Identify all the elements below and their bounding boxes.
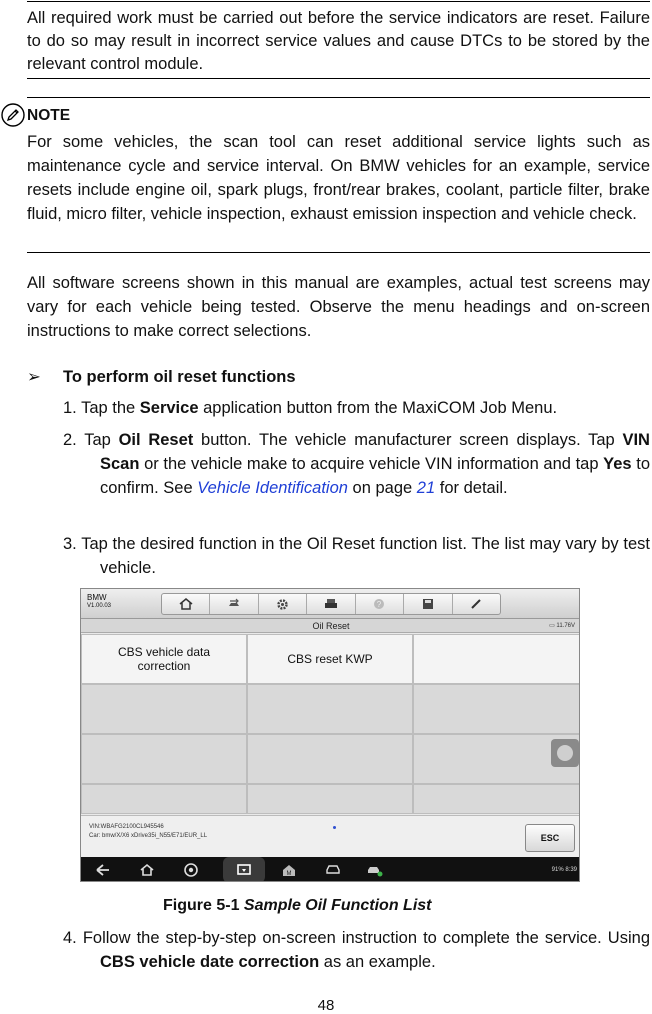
figure-title: Sample Oil Function List (243, 897, 432, 914)
figure-caption (163, 894, 432, 917)
empty-cell (81, 784, 247, 814)
android-nav-bar (81, 857, 580, 882)
note-label: NOTE (27, 107, 71, 124)
vin-scan-term: VIN Scan (100, 431, 650, 473)
chrome-icon[interactable] (183, 862, 199, 878)
save-icon (422, 598, 434, 610)
empty-cell (413, 784, 580, 814)
step-2-number: 2. (63, 431, 77, 449)
screen-title-bar (81, 619, 580, 633)
status-text: 91% 8:39 (551, 867, 577, 873)
toolbar-buttons (161, 593, 501, 615)
empty-cell (413, 634, 580, 684)
vehicle-info-bar (81, 815, 580, 857)
step-2 (63, 428, 650, 500)
step-1-number: 1. (63, 399, 77, 417)
step-1-text-pre: Tap the (81, 399, 136, 417)
intro-paragraph: All required work must be carried out before the service indicators are reset. Failure to do so may result in incorrect service values and cause DTCs to be stored by the relevant control module. (27, 9, 650, 73)
oil-reset-term: Oil Reset (118, 431, 194, 449)
pen-button[interactable] (453, 594, 500, 614)
software-version: V1.00.03 (87, 603, 112, 609)
empty-cell (247, 734, 413, 784)
page-number: 48 (317, 997, 335, 1014)
svg-text:M: M (286, 871, 292, 877)
note-top-rule (27, 97, 650, 98)
step-2-text-2: button. The vehicle manufacturer screen displays. Tap (201, 431, 615, 449)
save-button[interactable] (404, 594, 452, 614)
app-toolbar (81, 589, 580, 619)
car-line: Car: bmw/X/X6 xDrive35i_N55/E71/EUR_LL (89, 833, 208, 839)
car-icon[interactable] (325, 862, 341, 878)
settings-icon (276, 598, 289, 611)
step-4 (63, 926, 650, 974)
step-4-text-post: as an example. (323, 953, 436, 971)
top-rule (27, 1, 650, 2)
help-icon (373, 598, 385, 610)
settings-button[interactable] (259, 594, 307, 614)
cbs-vehicle-data-correction-button[interactable] (81, 634, 247, 684)
empty-cell (247, 784, 413, 814)
procedure-bullet: ➢ (27, 368, 41, 386)
back-icon[interactable] (95, 862, 111, 878)
voltage-value: 11.76V (556, 623, 575, 629)
system-status (552, 865, 577, 875)
battery-icon: ▭ (549, 623, 555, 629)
brand-name: BMW (87, 593, 107, 602)
vin-line: VIN:WBAFG2100CL945546 (89, 824, 164, 830)
home-icon[interactable] (139, 862, 155, 878)
step-2-text-5: on page (352, 479, 413, 497)
note-text: For some vehicles, the scan tool can reset additional service lights such as maintenance cycle and service interval. On BMW vehicles for an example, service resets include engine oil, spark plugs, front/rear brakes, coolant, particle filter, brake fluid, micro filter, vehicle inspection, exhaust emission inspection and vehicle check. (27, 133, 650, 223)
page-21-link[interactable]: 21 (416, 479, 436, 497)
step-4-number: 4. (63, 929, 77, 947)
page-indicator-dot (333, 826, 336, 829)
procedure-heading: To perform oil reset functions (63, 368, 296, 386)
print-icon (324, 598, 338, 610)
cbs-vehicle-date-correction-term: CBS vehicle date correction (100, 953, 320, 971)
intro-rule (27, 78, 650, 79)
vehicle-identification-link[interactable]: Vehicle Identification (197, 479, 348, 497)
empty-cell (247, 684, 413, 734)
empty-cell (81, 684, 247, 734)
vehicle-info (89, 823, 207, 841)
button-label: CBS reset KWP (287, 652, 373, 666)
vehicle-swap-button[interactable] (210, 594, 258, 614)
battery-voltage (549, 621, 575, 631)
step-4-text-pre: Follow the step-by-step on-screen instruction to complete the service. Using (82, 929, 650, 947)
svg-text:?: ? (377, 600, 382, 609)
vehicle-swap-icon (227, 598, 241, 610)
car-connect-icon[interactable] (367, 862, 383, 878)
disclaimer-paragraph: All software screens shown in this manual are examples, actual test screens may vary for each vehicle being tested. Observe the menu headings and on-screen instructions to make correct selections. (27, 274, 650, 340)
empty-cell (81, 734, 247, 784)
step-2-text-4: to confirm. See (100, 455, 651, 497)
home-button[interactable] (162, 594, 210, 614)
cast-icon[interactable] (236, 862, 252, 878)
pen-icon (470, 598, 482, 610)
step-3-number: 3. (63, 535, 77, 553)
step-2-text-3: or the vehicle make to acquire vehicle VIN information and tap (144, 455, 599, 473)
maxicom-icon[interactable] (281, 862, 297, 878)
home-icon (179, 598, 193, 610)
cbs-reset-kwp-button[interactable] (247, 634, 413, 684)
vehicle-brand (87, 593, 111, 611)
step-3-text: Tap the desired function in the Oil Reset function list. The list may vary by test vehicle. (81, 535, 650, 577)
step-2-text-1: Tap (84, 431, 111, 449)
screen-title: Oil Reset (312, 621, 350, 631)
oil-reset-screenshot (80, 588, 580, 882)
esc-button[interactable]: ESC (525, 824, 575, 852)
function-list (81, 634, 580, 814)
figure-label: Figure 5-1 (163, 897, 240, 914)
note-bottom-rule (27, 252, 650, 253)
empty-cell (413, 684, 580, 734)
pencil-icon (1, 103, 25, 127)
floating-assist-button[interactable] (551, 739, 579, 767)
print-button[interactable] (307, 594, 355, 614)
yes-term: Yes (603, 455, 632, 473)
button-label: CBS vehicle data correction (117, 645, 211, 673)
help-button[interactable] (356, 594, 404, 614)
step-2-text-6: for detail. (439, 479, 508, 497)
step-1-text-post: application button from the MaxiCOM Job Menu. (203, 399, 558, 417)
step-1 (63, 397, 652, 420)
service-term: Service (139, 399, 199, 417)
step-3 (63, 532, 650, 580)
